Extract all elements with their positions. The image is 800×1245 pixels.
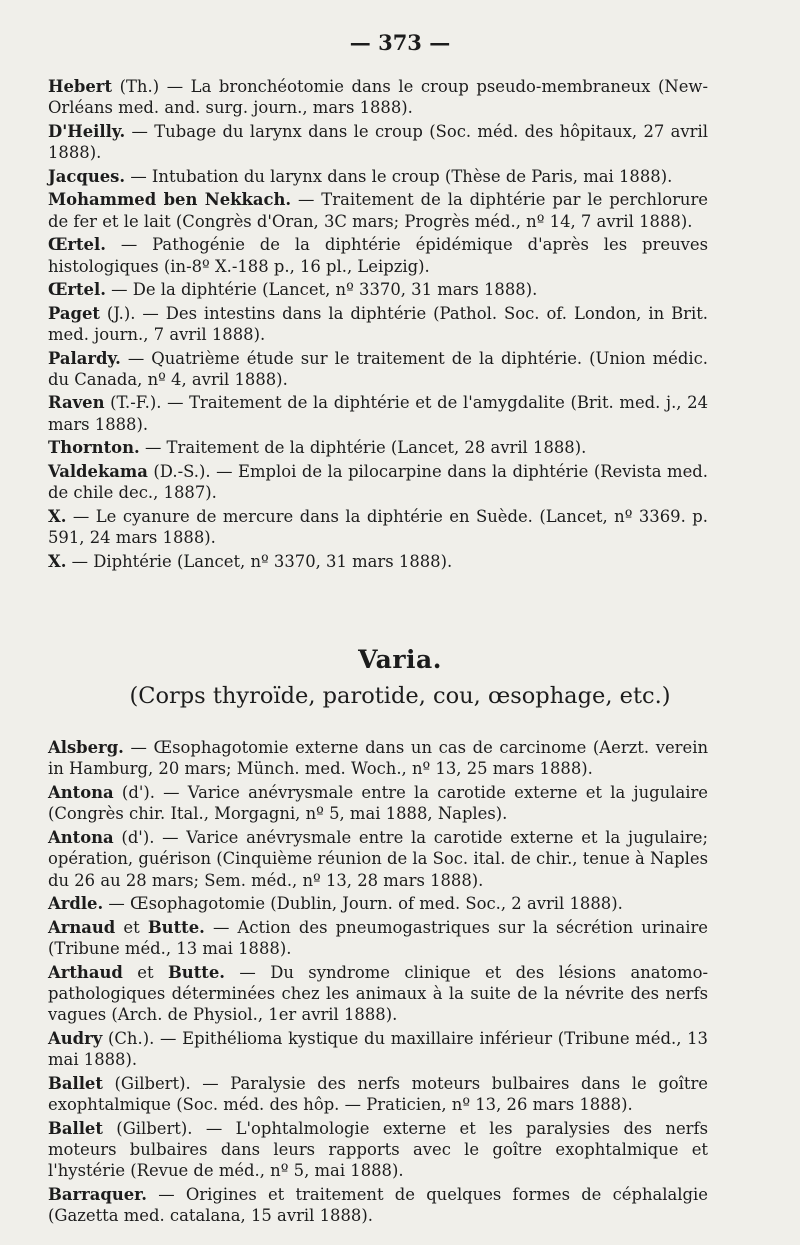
- list-item: Ballet (Gilbert). — Paralysie des nerfs moteurs bulbaires dans le goître exophtalmique (Soc. méd. des hôp. — Praticien, nº 13, 26 mars 1888).: [48, 1073, 709, 1115]
- section-subtitle: (Corps thyroïde, parotide, cou, œsophage, etc.): [129, 683, 671, 709]
- list-item: X. — Diphtérie (Lancet, nº 3370, 31 mars 1888).: [48, 551, 453, 571]
- list-item: Arnaud et Butte. — Action des pneumogastriques sur la sécrétion urinaire (Tribune méd., 13 mai 1888).: [48, 917, 708, 959]
- list-item: Alsberg. — Œsophagotomie externe dans un cas de carcinome (Aerzt. verein in Hamburg, 20 mars; Münch. med. Woch., nº 13, 25 mars 1888).: [48, 738, 708, 779]
- list-item: Antona (d'). — Varice anévrysmale entre la carotide externe et la jugulaire (Congrès chir. Ital., Morgagni, nº 5, mai 1888, Naples).: [48, 782, 708, 824]
- list-item: D'Heilly. — Tubage du larynx dans le croup (Soc. méd. des hôpitaux, 27 avril 1888).: [48, 121, 708, 163]
- list-item: Ardle. — Œsophagotomie (Dublin, Journ. of med. Soc., 2 avril 1888).: [48, 894, 623, 914]
- list-item: Œrtel. — Pathogénie de la diphtérie épidémique d'après les preuves histologiques (in-8º X.-188 p., 16 pl., Leipzig).: [48, 235, 708, 276]
- list-item: Hebert (Th.) — La bronchéotomie dans le croup pseudo-membraneux (New-Orléans med. and. surg. journ., mars 1888).: [48, 77, 708, 118]
- list-item: Valdekama (D.-S.). — Emploi de la pilocarpine dans la diphtérie (Revista med. de chile dec., 1887).: [48, 461, 708, 503]
- list-item: X. — Le cyanure de mercure dans la diphtérie en Suède. (Lancet, nº 3369. p. 591, 24 mars 1888).: [48, 506, 708, 548]
- list-item: Ballet (Gilbert). — L'ophtalmologie externe et les paralysies des nerfs moteurs bulbaires dans leurs rapports avec le goître exophtalmique et l'hystérie (Revue de méd., nº 5, mai 1888).: [48, 1118, 708, 1181]
- list-item: Thornton. — Traitement de la diphtérie (Lancet, 28 avril 1888).: [48, 438, 587, 458]
- list-item: Jacques. — Intubation du larynx dans le croup (Thèse de Paris, mai 1888).: [48, 166, 673, 186]
- bibliography-list-1: [48, 76, 708, 574]
- list-item: Audry (Ch.). — Epithélioma kystique du maxillaire inférieur (Tribune méd., 13 mai 1888).: [48, 1028, 708, 1070]
- section-title: Varia.: [358, 645, 442, 674]
- list-item: Barraquer. — Origines et traitement de quelques formes de céphalalgie (Gazetta med. catalana, 15 avril 1888).: [48, 1184, 708, 1226]
- list-item: Raven (T.-F.). — Traitement de la diphtérie et de l'amygdalite (Brit. med. j., 24 mars 1888).: [48, 393, 708, 434]
- list-item: Arthaud et Butte. — Du syndrome clinique et des lésions anatomo-pathologiques déterminées chez les animaux à la suite de la névrite des nerfs vagues (Arch. de Physiol., 1er avril 1888).: [48, 962, 708, 1025]
- page-number: — 373 —: [349, 30, 451, 55]
- list-item: Œrtel. — De la diphtérie (Lancet, nº 3370, 31 mars 1888).: [48, 280, 538, 300]
- bibliography-list-2: [48, 737, 708, 1229]
- list-item: Paget (J.). — Des intestins dans la diphtérie (Pathol. Soc. of. London, in Brit. med. journ., 7 avril 1888).: [48, 303, 709, 345]
- list-item: Mohammed ben Nekkach. — Traitement de la diphtérie par le perchlorure de fer et le lait (Congrès d'Oran, 3C mars; Progrès méd., nº 14, 7 avril 1888).: [48, 190, 708, 231]
- list-item: Antona (d'). — Varice anévrysmale entre la carotide externe et la jugulaire; opération, guérison (Cinquième réunion de la Soc. ital. de chir., tenue à Naples du 26 au 28 mars; Sem. méd., nº 13, 28 mars 1888).: [48, 827, 709, 890]
- list-item: Palardy. — Quatrième étude sur le traitement de la diphtérie. (Union médic. du Canada, nº 4, avril 1888).: [48, 348, 708, 389]
